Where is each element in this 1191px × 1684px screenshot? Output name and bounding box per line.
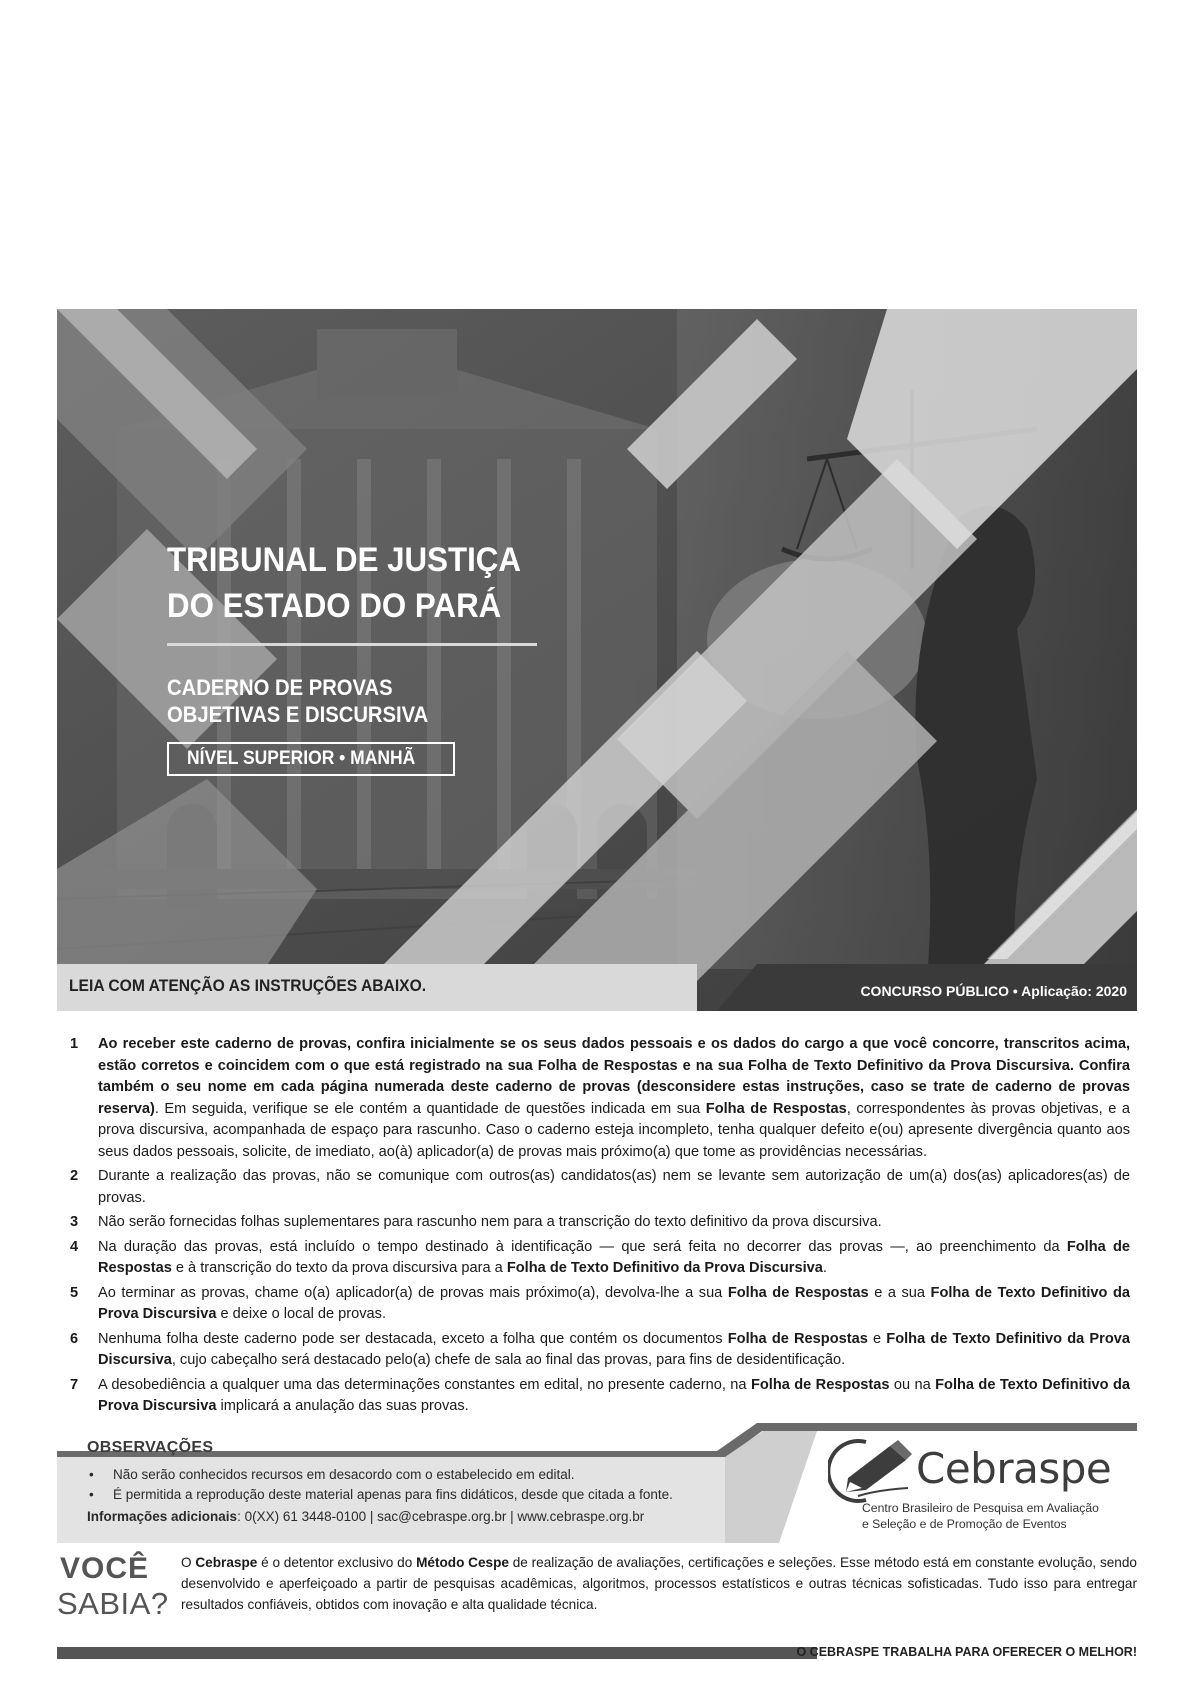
cover-banner (57, 309, 1137, 1011)
additional-info-value: : 0(XX) 61 3448-0100 | sac@cebraspe.org.br | www.cebraspe.org.br (237, 1509, 645, 1524)
cebraspe-pen-icon (828, 1434, 920, 1504)
instruction-item (70, 1034, 1130, 1163)
cebraspe-logo-name: Cebraspe (916, 1444, 1112, 1493)
body-text: . (822, 1260, 827, 1276)
body-text: Ao terminar as provas, chame o(a) aplicador(a) de provas mais próximo(a), devolva-lhe a sua (98, 1284, 728, 1301)
body-text: Não serão fornecidas folhas suplementares para rascunho nem para a transcrição do texto definitivo da prova discursiva. (98, 1214, 882, 1230)
body-text: Durante a realização das provas, não se comunique com outros(as) candidatos(as) nem se levante sem autorização de um(a) dos(as) aplicadores(as) de provas. (98, 1168, 1130, 1206)
emphasis-text: Ao receber este caderno de provas, confira inicialmente se os seus dados pessoais e os dados do cargo a que você concorre, transcritos acima, estão corretos e coincidem com o que está registrado na sua Folha de Respostas e na sua Folha de Texto Definitivo da Prova Discursiva. Confira também o seu nome em cada página numerada deste caderno de provas (desconsidere estas instruções, caso se trate de caderno de provas reserva) (98, 1036, 1130, 1117)
observation-item: • Não serão conhecidos recursos em desacordo com o estabelecido em edital. (87, 1465, 673, 1485)
observation-item: • É permitida a reprodução deste material apenas para fins didáticos, desde que citada a fonte. (87, 1485, 673, 1505)
did-you-know-voce: VOCÊ (60, 1552, 150, 1585)
emphasis-text: Folha de Respostas (98, 1238, 1130, 1276)
body-text: , cujo cabeçalho será destacado pelo(a) chefe de sala ao final das provas, para fins de desidentificação. (171, 1352, 846, 1368)
title-line-1: TRIBUNAL DE JUSTIÇA (167, 541, 521, 579)
instruction-number: 1 (70, 1036, 79, 1052)
subtitle-line-2: OBJETIVAS E DISCURSIVA (167, 702, 429, 727)
body-text: O (181, 1555, 196, 1570)
emphasis-text: Método Cespe (416, 1555, 509, 1570)
observations-title: OBSERVAÇÕES (87, 1439, 214, 1456)
bottom-bar (57, 1645, 1137, 1659)
logo-subtitle-line: e Seleção e de Promoção de Eventos (862, 1517, 1067, 1531)
body-text: , correspondentes às provas objetivas, e a prova discursiva, acompanhada de espaço para rascunho. Caso o caderno esteja incompleto, tenha qualquer defeito e(ou) apresente divergência quanto aos seus dados pessoais, solicite, de imediato, ao(à) aplicador(a) de provas mais próximo(a) que tome as providências necessárias. (98, 1100, 1130, 1160)
cebraspe-slogan: O CEBRASPE TRABALHA PARA OFERECER O MELHOR! (796, 1645, 1137, 1659)
body-text: A desobediência a qualquer uma das determinações constantes em edital, no presente caderno, na (98, 1376, 751, 1393)
additional-info (87, 1509, 644, 1524)
body-text: . Em seguida, verifique se ele contém a quantidade de questões indicada em sua (154, 1100, 706, 1117)
instruction-number: 5 (70, 1284, 79, 1301)
banner-footer (57, 964, 1137, 1011)
body-text: e deixe o local de provas. (216, 1306, 387, 1322)
body-text: e (867, 1330, 887, 1347)
body-text: de realização de avaliações, certificações e seleções. Esse método está em constante evolução, sendo desenvolvido e aperfeiçoado a partir de pesquisas acadêmicas, algoritmos, processos estatísticos e outras técnicas sofisticadas. Tudo isso para entregar resultados confiáveis, obtidos com inovação e alta qualidade técnica. (181, 1555, 1137, 1612)
instruction-item (70, 1166, 1130, 1209)
title-line-2: DO ESTADO DO PARÁ (167, 587, 502, 625)
body-text: Nenhuma folha deste caderno pode ser destacada, exceto a folha que contém os documentos (98, 1330, 728, 1347)
level-badge (167, 742, 455, 776)
title-divider (167, 643, 537, 646)
emphasis-text: Folha de Respostas (727, 1330, 868, 1347)
instruction-number: 7 (70, 1376, 79, 1393)
subtitle-line-1: CADERNO DE PROVAS (167, 675, 393, 700)
instruction-item (70, 1375, 1130, 1418)
emphasis-text: Folha de Texto Definitivo da Prova Discursiva (506, 1260, 823, 1276)
title-block (167, 537, 587, 776)
instruction-number: 6 (70, 1330, 79, 1347)
did-you-know-sabia: SABIA? (57, 1586, 169, 1621)
instruction-number: 4 (70, 1238, 79, 1255)
read-instructions-notice: LEIA COM ATENÇÃO AS INSTRUÇÕES ABAIXO. (69, 976, 427, 995)
cebraspe-logo (824, 1428, 1124, 1538)
instruction-number: 3 (70, 1214, 79, 1230)
exam-application-label: CONCURSO PÚBLICO • Aplicação: 2020 (860, 983, 1127, 999)
body-text: e à transcrição do texto da prova discursiva para a (171, 1260, 507, 1276)
instructions-list (70, 1034, 1130, 1421)
instruction-item (70, 1212, 1130, 1234)
emphasis-text: Folha de Respostas (705, 1100, 847, 1117)
instruction-item (70, 1237, 1130, 1280)
emphasis-text: Folha de Respostas (727, 1284, 869, 1301)
additional-info-label: Informações adicionais (87, 1509, 238, 1524)
emphasis-text: Folha de Texto Definitivo da Prova Discursiva (98, 1376, 1130, 1414)
subtitle (167, 674, 587, 728)
emphasis-text: Folha de Texto Definitivo da Prova Discursiva (98, 1284, 1130, 1322)
emphasis-text: Cebraspe (195, 1555, 258, 1570)
level-label: NÍVEL SUPERIOR • MANHÃ (187, 748, 416, 769)
logo-subtitle-line: Centro Brasileiro de Pesquisa em Avaliação (862, 1501, 1099, 1515)
observations-list (87, 1465, 673, 1505)
instruction-item (70, 1283, 1130, 1326)
body-text: ou na (889, 1376, 936, 1393)
body-text: e a sua (868, 1284, 931, 1301)
emphasis-text: Folha de Texto Definitivo da Prova Discursiva (98, 1330, 1130, 1368)
instruction-item (70, 1329, 1130, 1372)
did-you-know-section (57, 1552, 1137, 1652)
instruction-number: 2 (70, 1168, 79, 1184)
cebraspe-logo-subtitle (862, 1500, 1099, 1532)
body-text: implicará a anulação das suas provas. (216, 1398, 469, 1414)
did-you-know-text (181, 1552, 1137, 1615)
emphasis-text: Folha de Respostas (750, 1376, 890, 1393)
body-text: Na duração das provas, está incluído o tempo destinado à identificação — que será feita no decorrer das provas —, ao preenchimento da (98, 1238, 1067, 1255)
body-text: é o detentor exclusivo do (257, 1555, 417, 1570)
bottom-divider (57, 1647, 817, 1659)
